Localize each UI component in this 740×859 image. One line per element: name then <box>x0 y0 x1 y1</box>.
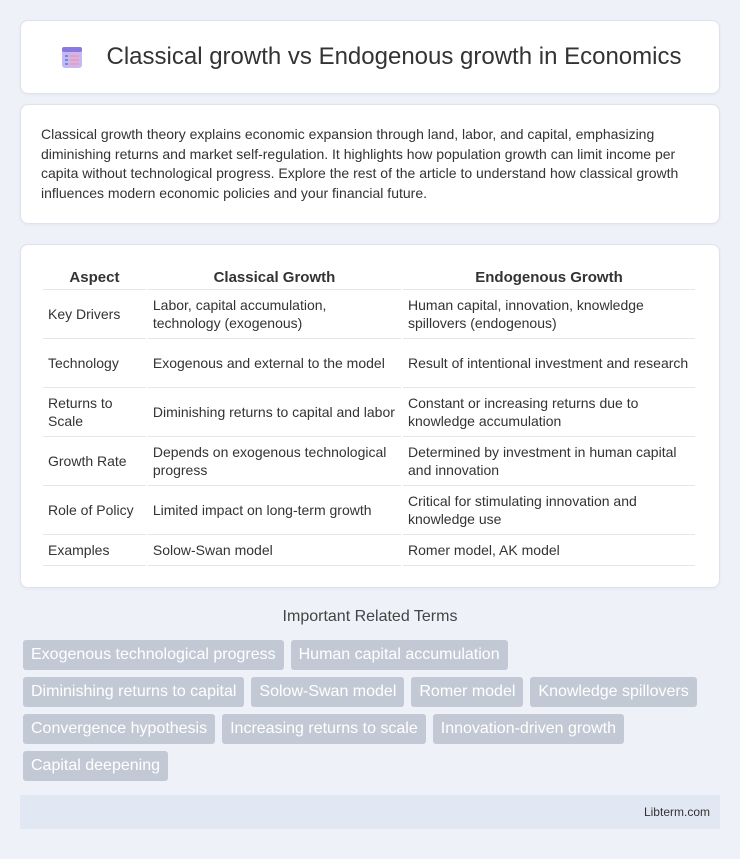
related-terms-list <box>23 640 723 781</box>
related-terms-title: Important Related Terms <box>282 608 458 625</box>
table-cell: Examples <box>43 535 146 566</box>
table-header-row <box>43 263 695 290</box>
table-cell: Exogenous and external to the model <box>148 339 401 388</box>
comparison-table <box>41 263 697 566</box>
column-header-classical: Classical Growth <box>148 263 401 290</box>
table-cell: Solow-Swan model <box>148 535 401 566</box>
table-cell: Technology <box>43 339 146 388</box>
table-cell: Result of intentional investment and research <box>403 339 695 388</box>
table-row <box>43 290 695 339</box>
related-term-tag[interactable]: Convergence hypothesis <box>23 714 215 744</box>
document-list-icon <box>59 44 85 70</box>
footer <box>20 795 720 829</box>
table-row <box>43 437 695 486</box>
table-cell: Determined by investment in human capital and innovation <box>403 437 695 486</box>
column-header-endogenous: Endogenous Growth <box>403 263 695 290</box>
related-term-tag[interactable]: Diminishing returns to capital <box>23 677 244 707</box>
related-term-tag[interactable]: Solow-Swan model <box>251 677 404 707</box>
table-row <box>43 339 695 388</box>
table-row <box>43 486 695 535</box>
related-term-tag[interactable]: Human capital accumulation <box>291 640 508 670</box>
table-cell: Depends on exogenous technological progress <box>148 437 401 486</box>
table-cell: Diminishing returns to capital and labor <box>148 388 401 437</box>
page-title: Classical growth vs Endogenous growth in Economics <box>106 43 682 70</box>
related-term-tag[interactable]: Capital deepening <box>23 751 168 781</box>
related-term-tag[interactable]: Increasing returns to scale <box>222 714 426 744</box>
related-term-tag[interactable]: Exogenous technological progress <box>23 640 284 670</box>
table-cell: Role of Policy <box>43 486 146 535</box>
table-cell: Constant or increasing returns due to knowledge accumulation <box>403 388 695 437</box>
table-cell: Labor, capital accumulation, technology (exogenous) <box>148 290 401 339</box>
table-row <box>43 535 695 566</box>
table-cell: Critical for stimulating innovation and knowledge use <box>403 486 695 535</box>
table-cell: Returns to Scale <box>43 388 146 437</box>
related-term-tag[interactable]: Innovation-driven growth <box>433 714 624 744</box>
intro-card <box>20 104 720 224</box>
intro-text: Classical growth theory explains economic expansion through land, labor, and capital, emphasizing diminishing returns and market self-regulation. It highlights how population growth can limit income per capita without technological progress. Explore the rest of the article to understand how classical growth influences modern economic policies and your financial future. <box>41 126 679 201</box>
table-row <box>43 388 695 437</box>
table-cell: Limited impact on long-term growth <box>148 486 401 535</box>
column-header-aspect: Aspect <box>43 263 146 290</box>
related-term-tag[interactable]: Knowledge spillovers <box>530 677 696 707</box>
footer-brand-link[interactable]: Libterm.com <box>643 805 710 819</box>
table-cell: Romer model, AK model <box>403 535 695 566</box>
table-cell: Human capital, innovation, knowledge spillovers (endogenous) <box>403 290 695 339</box>
table-cell: Key Drivers <box>43 290 146 339</box>
related-term-tag[interactable]: Romer model <box>411 677 523 707</box>
table-cell: Growth Rate <box>43 437 146 486</box>
comparison-table-card <box>20 244 720 588</box>
header-card <box>20 20 720 94</box>
